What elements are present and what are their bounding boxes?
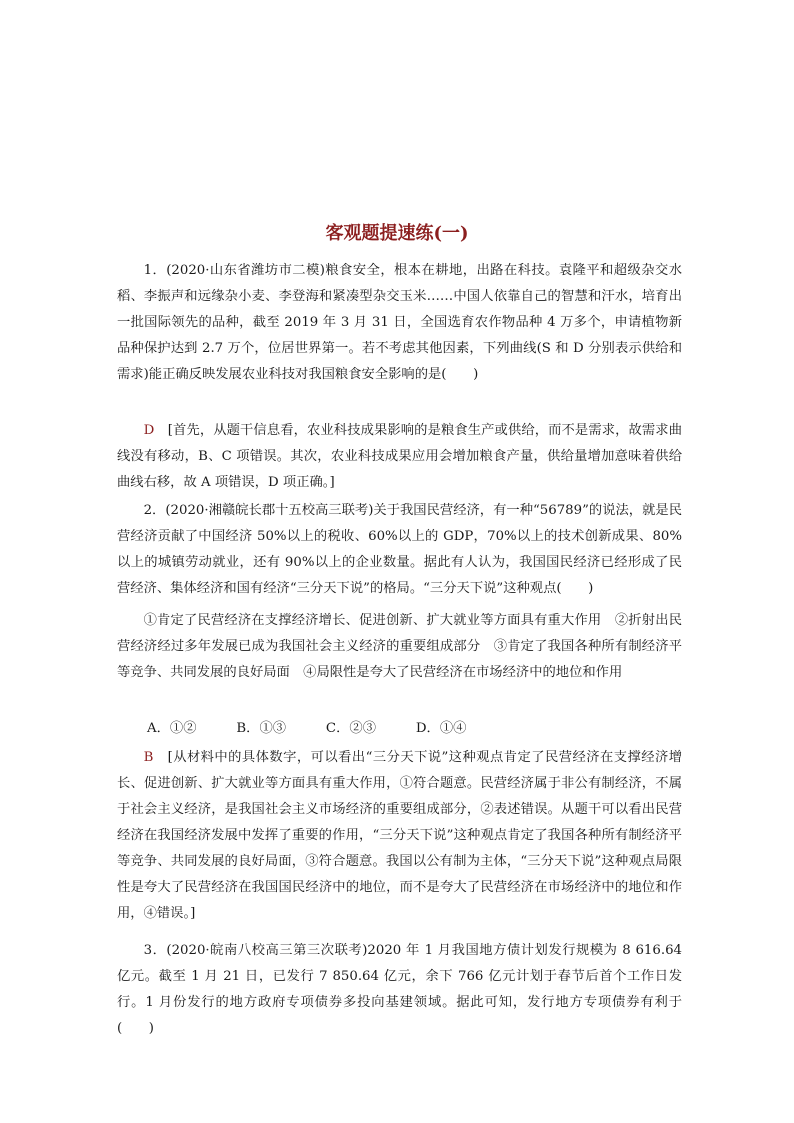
question-1	[117, 258, 682, 388]
question-3	[117, 938, 682, 1042]
question-1-stem: 1．(2020·山东省潍坊市二模)粮食安全，根本在耕地，出路在科技。袁隆平和超级杂交水稻、李振声和远缘杂小麦、李登海和紧凑型杂交玉米……中国人依靠自己的智慧和汗水，培育出一批国际领先的品种，截至 2019 年 3 月 31 日，全国选育农作物品种 4 万多个，申请植物新品种保护达到 2.7 万个，位居世界第一。若不考虑其他因素，下列曲线(S 和 D 分别表示供给和需求)能正确反映发展农业科技对我国粮食安全影响的是( )	[117, 263, 682, 382]
question-3-stem: 3．(2020·皖南八校高三第三次联考)2020 年 1 月我国地方债计划发行规模为 8 616.64 亿元。截至 1 月 21 日，已发行 7 850.64 亿元，余下 766 亿元计划于春节后首个工作日发行。1 月份发行的地方政府专项债券多投向基建领域。据此可知，发行地方专项债券有利于( )	[117, 943, 682, 1036]
answer-2-explanation: [从材料中的具体数字，可以看出“三分天下说”这种观点肯定了民营经济在支撑经济增长、促进创新、扩大就业等方面具有重大作用，①符合题意。民营经济属于非公有制经济，不属于社会主义经济，是我国社会主义市场经济的重要组成部分，②表述错误。从题干可以看出民营经济在我国经济发展中发挥了重要的作用，“三分天下说”这种观点肯定了我国各种所有制经济平等竞争、共同发展的良好局面，③符合题意。我国以公有制为主体，“三分天下说”这种观点局限性是夸大了民营经济在我国国民经济中的地位，而不是夸大了民营经济在市场经济中的地位和作用，④错误。]	[117, 750, 682, 921]
question-2	[117, 498, 682, 602]
question-2-stem: 2．(2020·湘赣皖长郡十五校高三联考)关于我国民营经济，有一种“56789”的说法，就是民营经济贡献了中国经济 50%以上的税收、60%以上的 GDP，70%以上的技术创新成果、80%以上的城镇劳动就业，还有 90%以上的企业数量。据此有人认为，我国国民经济已经形成了民营经济、集体经济和国有经济“三分天下说”的格局。“三分天下说”这种观点( )	[117, 503, 682, 596]
answer-1-letter: D	[143, 423, 155, 438]
answer-1-explanation: [首先，从题干信息看，农业科技成果影响的是粮食生产或供给，而不是需求，故需求曲线没有移动，B、C 项错误。其次，农业科技成果应用会增加粮食产量，供给量增加意味着供给曲线右移，故 A 项错误，D 项正确。]	[117, 423, 682, 490]
question-2-choices: A．①② B．①③ C．②③ D．①④	[147, 721, 467, 736]
answer-2-letter: B	[143, 750, 154, 765]
answer-2	[117, 745, 682, 927]
question-2-options	[117, 608, 682, 686]
page-title: 客观题提速练(一)	[325, 223, 469, 244]
answer-1	[117, 418, 682, 496]
question-2-options-text: ①肯定了民营经济在支撑经济增长、促进创新、扩大就业等方面具有重大作用 ②折射出民营经济经过多年发展已成为我国社会主义经济的重要组成部分 ③肯定了我国各种所有制经济平等竞争、共同发展的良好局面 ④局限性是夸大了民营经济在市场经济中的地位和作用	[117, 613, 682, 680]
